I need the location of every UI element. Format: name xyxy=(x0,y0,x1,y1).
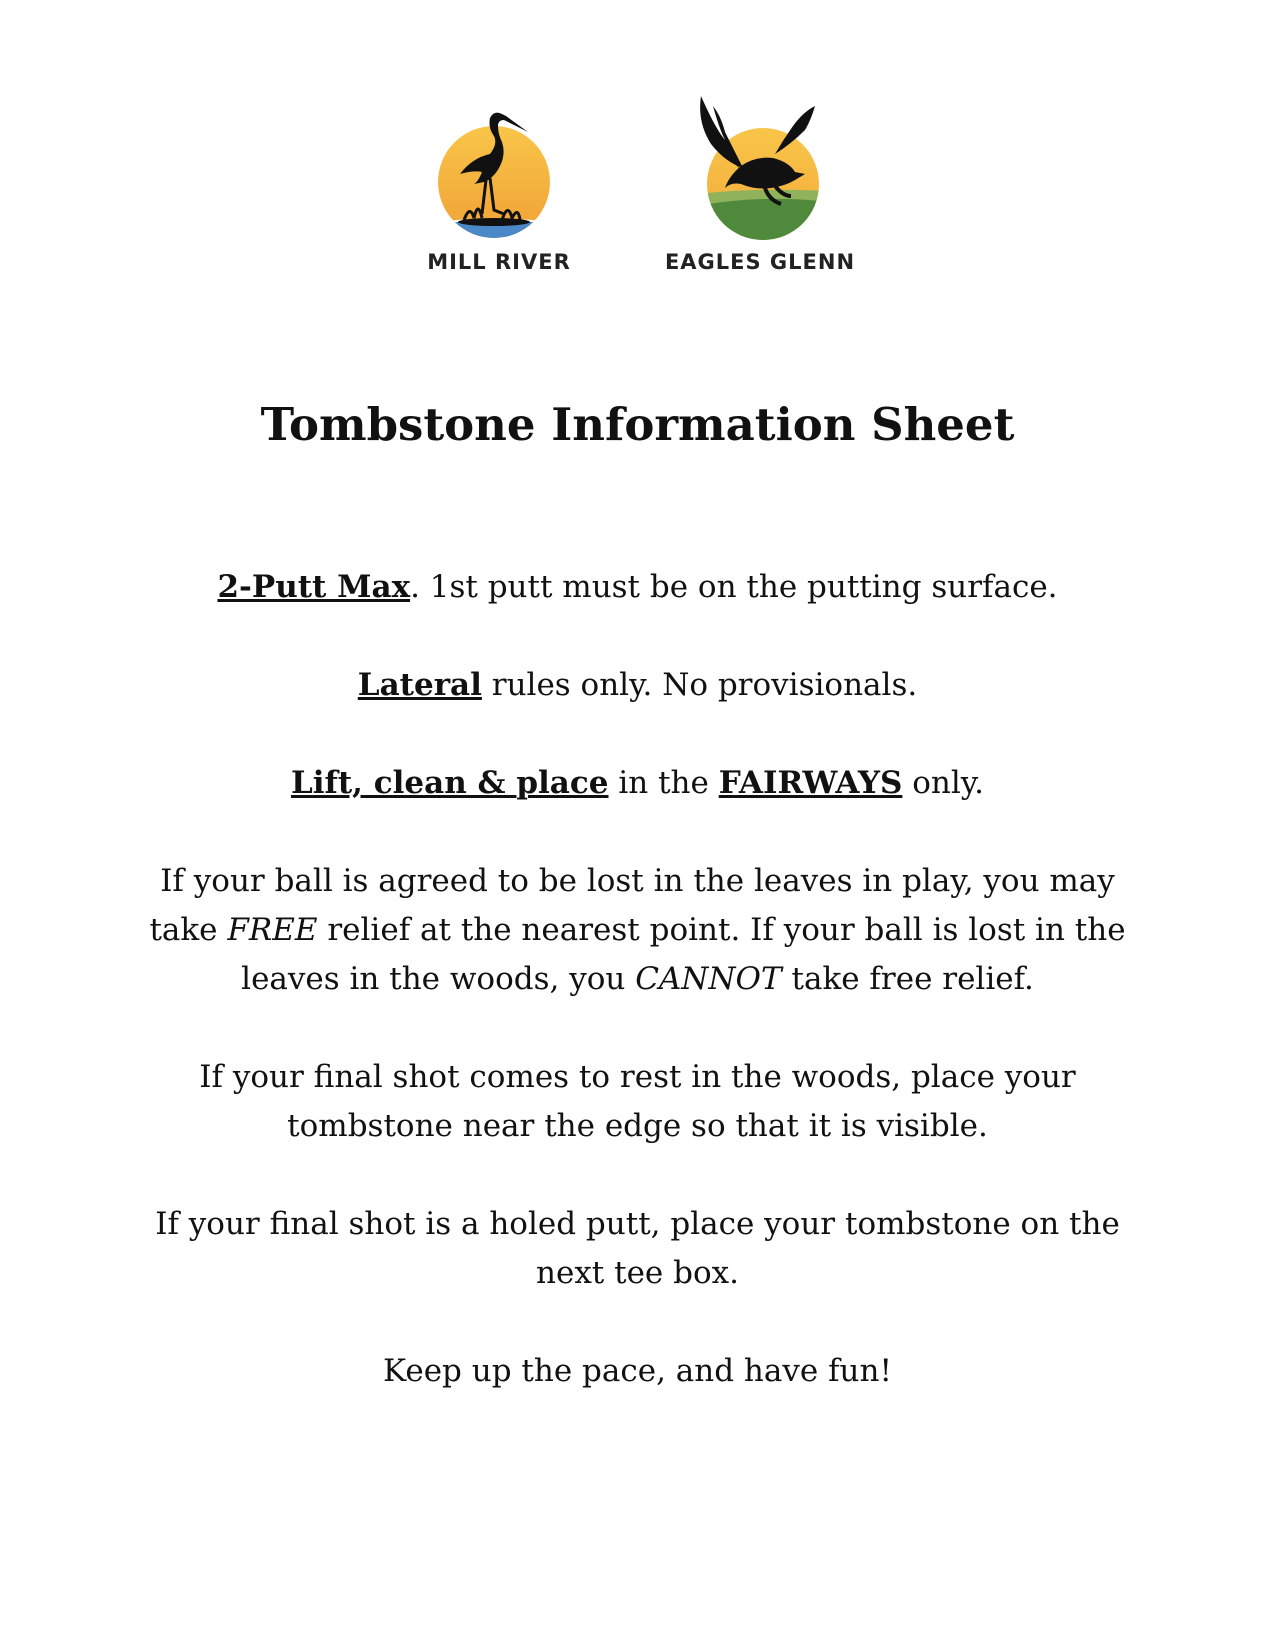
heron-sunset-icon xyxy=(424,92,574,242)
rule-holed-putt: If your final shot is a holed putt, place your tombstone on the next tee box. xyxy=(155,1206,1120,1291)
leaves-free: FREE xyxy=(227,912,318,948)
leaves-cannot: CANNOT xyxy=(635,961,782,997)
rule-woods: If your final shot comes to rest in the woods, place your tombstone near the edge so that it is visible. xyxy=(199,1059,1076,1144)
rule-putt-max xyxy=(140,563,1135,612)
rule-lift-clean-place xyxy=(140,759,1135,808)
eagles-glenn-label: EAGLES GLENN xyxy=(664,250,856,274)
leaves-text-1: If your ball is agreed to be lost in the leaves in play, you may take xyxy=(149,863,1115,948)
lift-heading: Lift, clean & place xyxy=(290,765,609,801)
rule-leaves xyxy=(140,857,1135,1004)
fairways-heading: FAIRWAYS xyxy=(718,765,903,801)
eagle-hills-icon xyxy=(685,92,835,242)
page-title: Tombstone Information Sheet xyxy=(260,398,1015,451)
rules-list xyxy=(140,563,1135,1396)
logo-bar xyxy=(0,92,1275,292)
closing-message: Keep up the pace, and have fun! xyxy=(383,1353,892,1389)
lift-text-end: only. xyxy=(902,765,985,801)
lateral-text: rules only. No provisionals. xyxy=(481,667,918,703)
eagles-glenn-logo xyxy=(650,92,870,274)
putt-max-text: . 1st putt must be on the putting surface. xyxy=(410,569,1058,605)
lift-text-mid: in the xyxy=(608,765,719,801)
putt-max-heading: 2-Putt Max xyxy=(217,569,411,605)
rule-lateral xyxy=(140,661,1135,710)
leaves-text-2: relief at the nearest point. If your ball is lost in the leaves in the woods, you xyxy=(241,912,1126,997)
mill-river-label: MILL RIVER xyxy=(427,250,571,274)
leaves-text-3: take free relief. xyxy=(781,961,1034,997)
lateral-heading: Lateral xyxy=(357,667,482,703)
mill-river-logo xyxy=(410,92,588,274)
